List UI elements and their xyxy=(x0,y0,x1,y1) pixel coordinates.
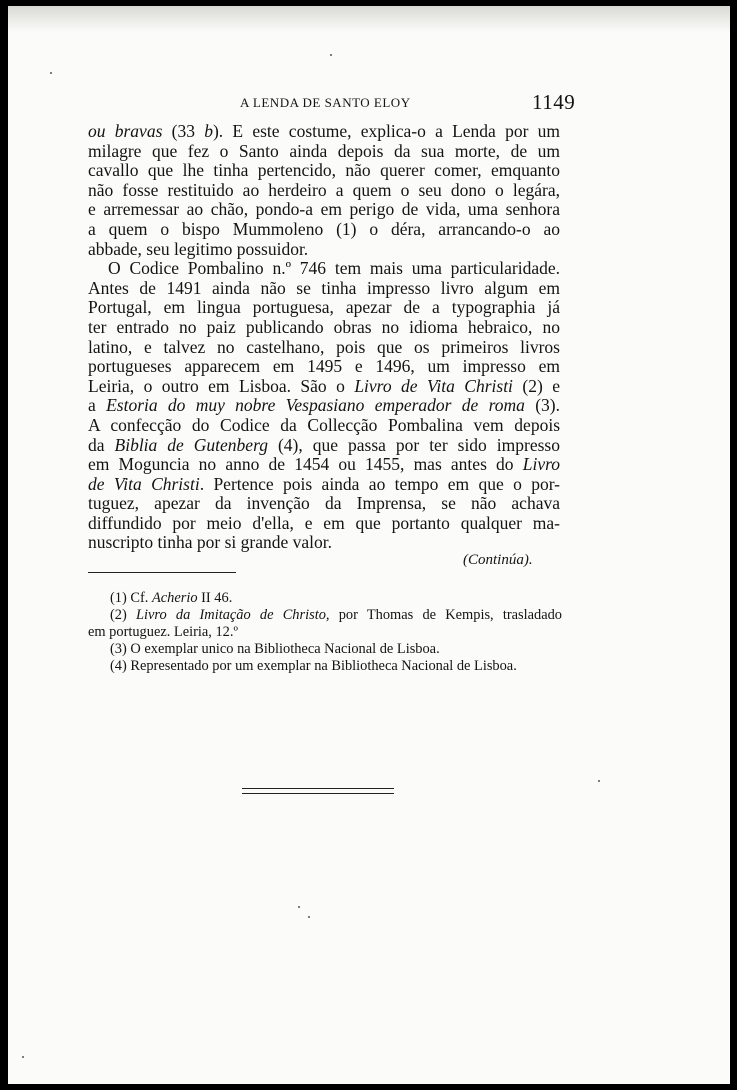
text-italic: ou bravas xyxy=(88,121,163,141)
text-run: (3). xyxy=(524,395,561,416)
text-run: (4), que passa por ter sido impresso xyxy=(267,434,560,455)
text-line: Portugal, em lingua portuguesa, apezar de a typographia já xyxy=(88,297,560,318)
running-head: A LENDA DE SANTO ELOY xyxy=(240,95,411,110)
text-line xyxy=(88,396,560,416)
print-speck xyxy=(308,916,310,918)
text-italic: Acherio xyxy=(151,590,198,606)
text-run: (2) e xyxy=(512,375,560,396)
text-run: (33 xyxy=(162,121,205,141)
text-line xyxy=(88,475,560,495)
footnote: (3) O exemplar unico na Bibliotheca Nacional de Lisboa. xyxy=(110,641,440,657)
text-line: portugueses apparecem em 1495 e 1496, um impresso em xyxy=(88,356,560,377)
text-line: abbade, seu legitimo possuidor. xyxy=(88,238,309,259)
text-italic: Biblia de Gutenberg xyxy=(114,434,268,455)
footnote xyxy=(88,607,562,624)
text-italic: Livro de Vita Christi xyxy=(354,375,513,396)
text-line: A confecção do Codice da Collecção Pombalina vem depois xyxy=(88,414,560,435)
text-line xyxy=(88,455,560,475)
text-italic: Estoria do muy nobre Vespasiano emperador de roma xyxy=(106,395,525,416)
text-line: O Codice Pombalino n.º 746 tem mais uma particularidade. xyxy=(108,258,560,279)
rule-line xyxy=(242,793,394,794)
text-run: por Thomas de Kempis, trasladado xyxy=(329,607,563,623)
text-run: a xyxy=(88,395,107,416)
print-speck xyxy=(50,72,52,74)
book-page xyxy=(8,6,730,1084)
text-run: da xyxy=(88,434,115,455)
text-run: ). E este costume, explica-o a Lenda por um xyxy=(212,121,561,141)
text-italic: b xyxy=(204,121,213,141)
footnote-divider xyxy=(88,572,236,573)
text-run: (2) xyxy=(110,607,137,623)
rule-line xyxy=(242,788,394,789)
text-line: cavallo que lhe tinha pertencido, não querer comer, emquanto xyxy=(88,160,560,181)
footnote-continuation: em portuguez. Leiria, 12.º xyxy=(88,624,238,640)
footnote: (4) Representado por um exemplar na Bibliotheca Nacional de Lisboa. xyxy=(110,658,517,674)
body-text xyxy=(88,122,560,553)
text-line: não fosse restituido ao herdeiro a quem o seu dono o legára, xyxy=(88,179,560,200)
end-double-rule xyxy=(242,788,394,794)
continua-note: (Continúa). xyxy=(463,552,533,568)
print-speck xyxy=(22,1056,24,1058)
footnotes xyxy=(88,590,562,675)
text-line: e arremessar ao chão, pondo-a em perigo de vida, uma senhora xyxy=(88,199,560,220)
text-line xyxy=(88,436,560,456)
text-run: (1) Cf. xyxy=(110,590,152,606)
text-run: . Pertence pois ainda ao tempo em que o por- xyxy=(199,473,560,494)
text-run: em Moguncia no anno de 1454 ou 1455, mas antes do xyxy=(88,454,523,475)
text-line: ter entrado no paiz publicando obras no idioma hebraico, no xyxy=(88,316,560,337)
text-line: tuguez, apezar da invenção da Imprensa, se não achava xyxy=(88,493,560,514)
footnote xyxy=(88,590,562,607)
text-line: milagre que fez o Santo ainda depois da sua morte, de um xyxy=(88,140,560,161)
text-italic: de Vita Christi xyxy=(88,473,200,494)
text-italic: Livro xyxy=(522,454,560,475)
text-line: a quem o bispo Mummoleno (1) o déra, arrancando-o ao xyxy=(88,218,560,239)
page-number: 1149 xyxy=(532,90,576,114)
print-speck xyxy=(298,906,300,908)
text-line: diffundido por meio d'ella, e em que portanto qualquer ma- xyxy=(88,512,560,533)
text-run: Leiria, o outro em Lisboa. São o xyxy=(88,375,355,396)
text-line: Antes de 1491 ainda não se tinha impresso livro algum em xyxy=(88,277,560,298)
text-line xyxy=(88,122,560,142)
text-line: nuscripto tinha por si grande valor. xyxy=(88,532,332,553)
print-speck xyxy=(330,54,332,56)
print-speck xyxy=(598,780,600,782)
text-run: II 46. xyxy=(197,590,233,606)
text-italic: Livro da Imitação de Christo, xyxy=(136,607,330,623)
text-line xyxy=(88,377,560,397)
text-line: latino, e talvez no castelhano, pois que os primeiros livros xyxy=(88,336,560,357)
